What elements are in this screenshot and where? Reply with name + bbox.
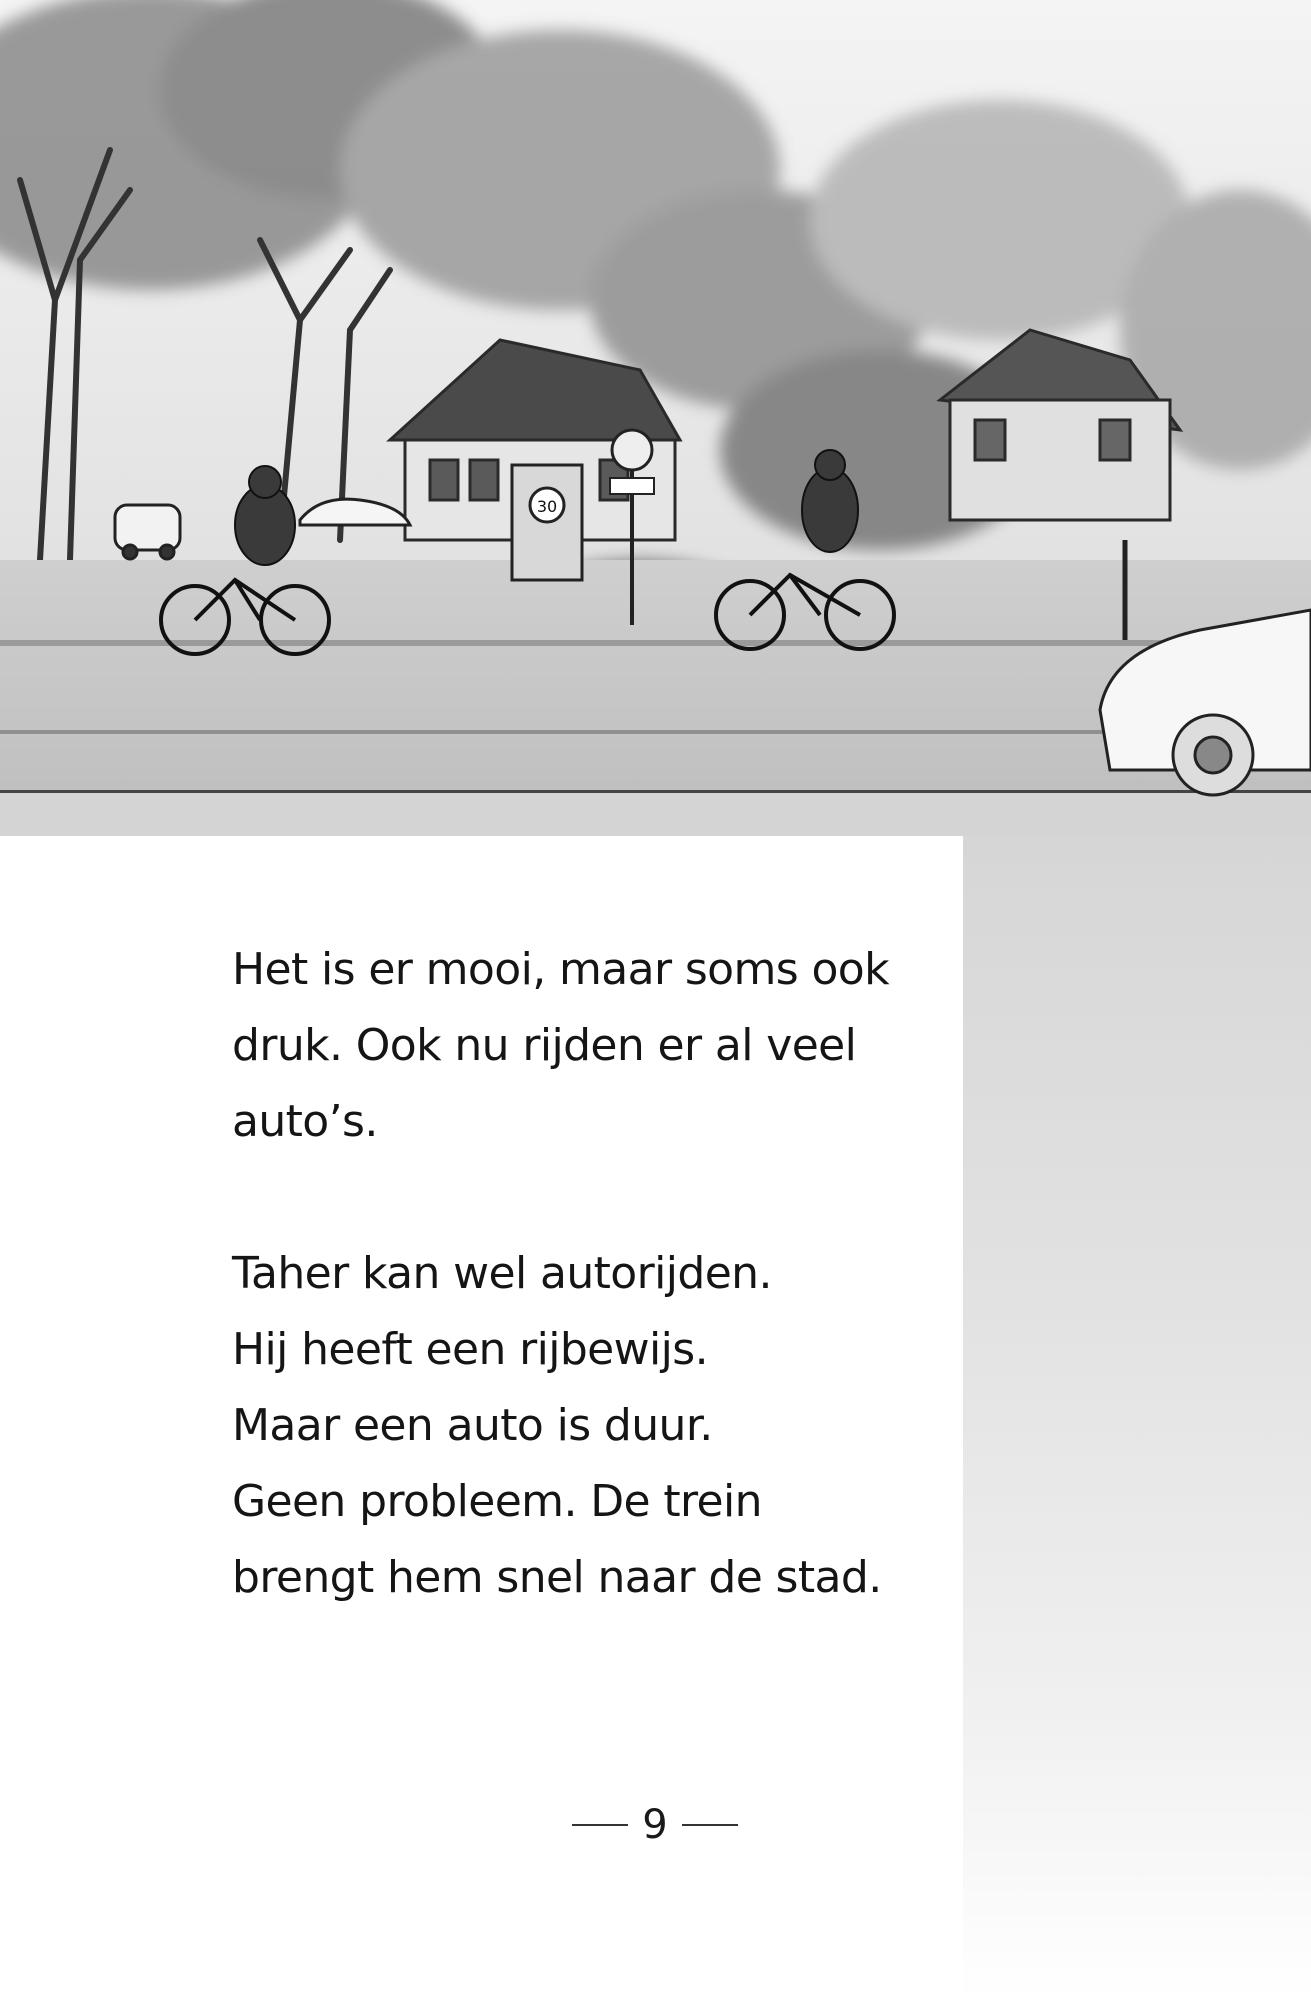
story-line: Geen probleem. De trein xyxy=(232,1476,762,1527)
story-line: auto’s. xyxy=(232,1096,378,1147)
story-line: brengt hem snel naar de stad. xyxy=(232,1552,882,1603)
svg-text:30: 30 xyxy=(536,497,558,516)
divider-left xyxy=(572,1824,628,1826)
story-line: Taher kan wel autorijden. xyxy=(232,1248,772,1299)
divider-right xyxy=(682,1824,738,1826)
side-panel xyxy=(963,836,1311,2000)
story-line: Hij heeft een rijbewijs. xyxy=(232,1324,709,1375)
story-paragraph-2 xyxy=(232,1236,952,1616)
story-paragraph-1 xyxy=(232,932,952,1160)
street-scene-illustration xyxy=(0,0,1311,836)
story-line: Het is er mooi, maar soms ook xyxy=(232,944,889,995)
page-number-value: 9 xyxy=(642,1802,668,1848)
story-line: Maar een auto is duur. xyxy=(232,1400,713,1451)
story-line: druk. Ook nu rijden er al veel xyxy=(232,1020,857,1071)
page-number xyxy=(560,1800,750,1850)
story-text xyxy=(232,932,952,1616)
